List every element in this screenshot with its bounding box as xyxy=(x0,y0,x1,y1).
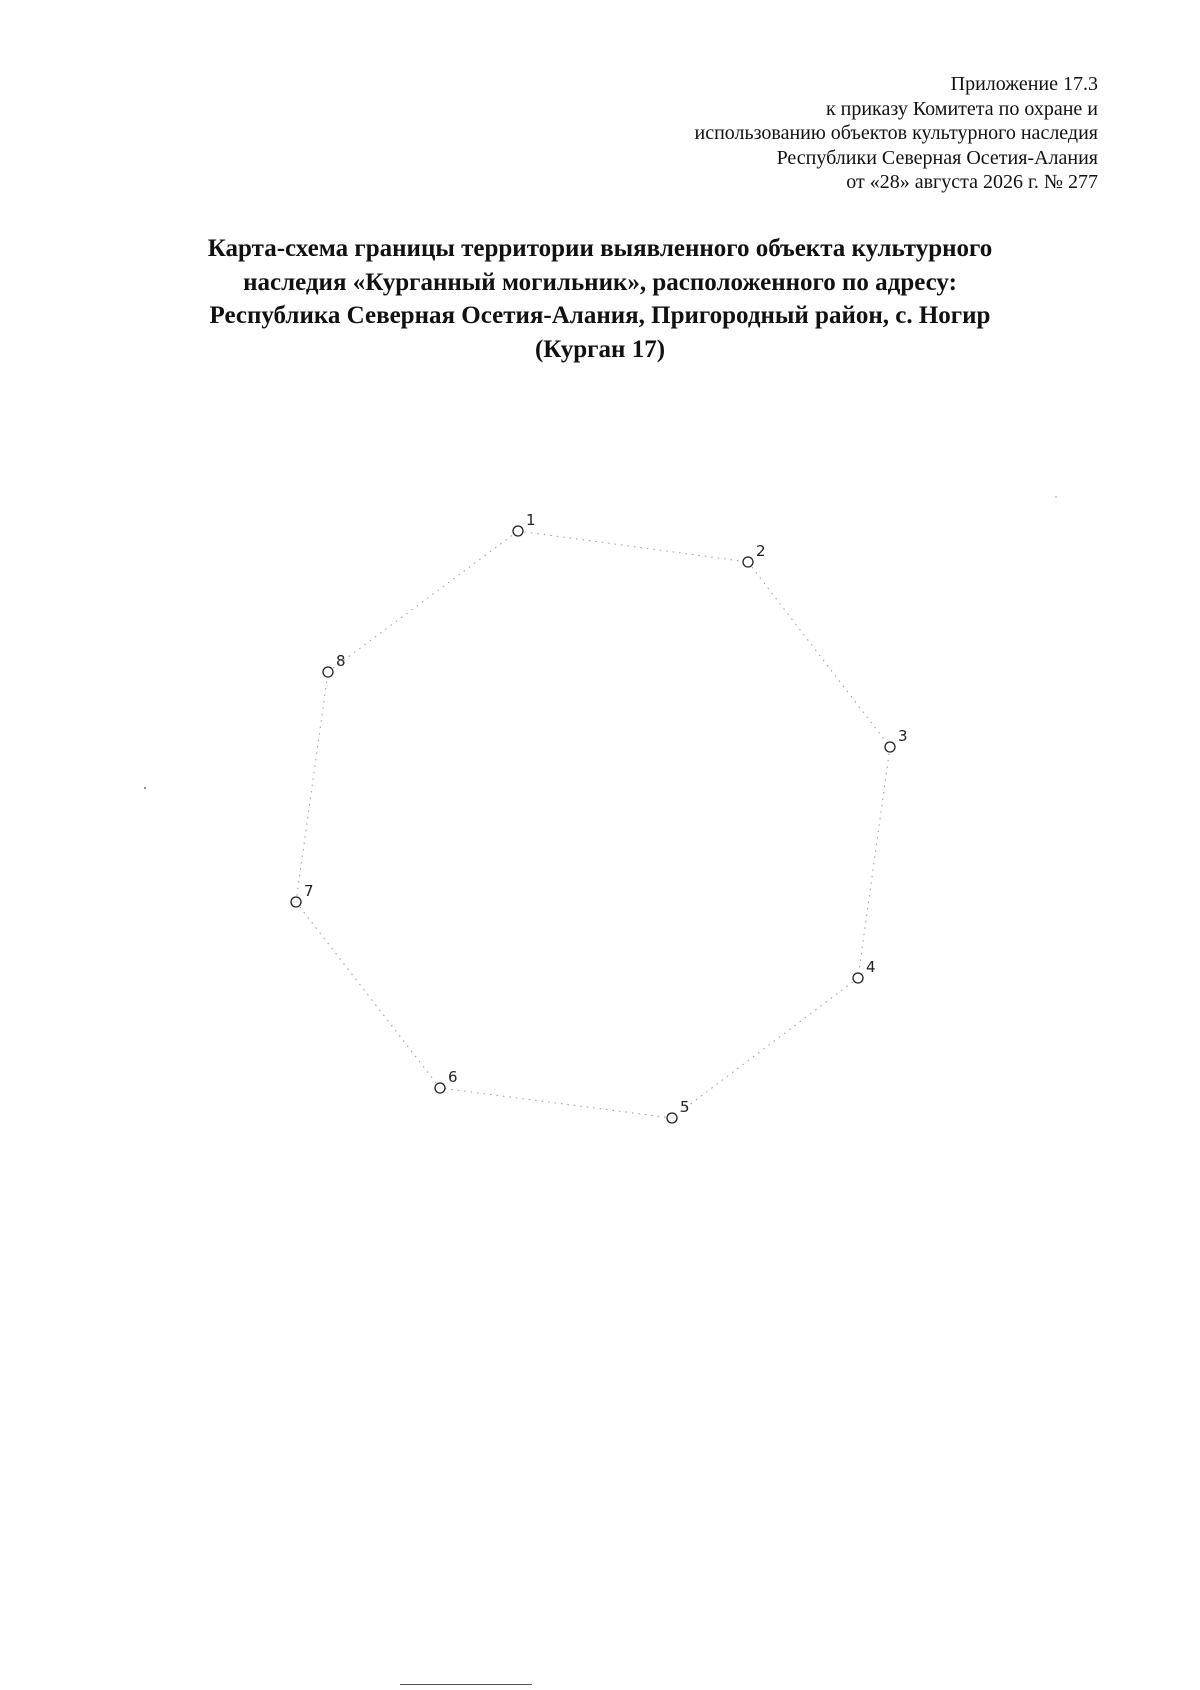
scan-speck xyxy=(144,787,146,789)
appendix-order-line: к приказу Комитета по охране и xyxy=(825,97,1098,120)
point-label: 4 xyxy=(866,958,876,976)
point-label: 3 xyxy=(898,727,908,745)
boundary-point-4 xyxy=(853,958,876,983)
scan-speck xyxy=(1055,496,1057,498)
boundary-point-8 xyxy=(323,652,346,677)
boundary-segment-4-5 xyxy=(672,978,858,1118)
title-line-4: (Курган 17) xyxy=(534,335,666,363)
point-marker xyxy=(743,557,753,567)
boundary-segment-7-8 xyxy=(296,672,328,902)
appendix-date-line: от «28» августа 2026 г. № 277 xyxy=(846,171,1098,193)
appendix-republic-line: Республики Северная Осетия-Алания xyxy=(776,146,1098,169)
footer-rule xyxy=(400,1684,532,1685)
boundary-points xyxy=(291,511,908,1123)
boundary-point-1 xyxy=(513,511,536,536)
title-line-1: Карта-схема границы территории выявленного объекта культурного xyxy=(207,235,993,262)
boundary-point-3 xyxy=(885,727,908,752)
boundary-point-5 xyxy=(667,1098,690,1123)
title-line-3: Республика Северная Осетия-Алания, Пригородный район, с. Ногир xyxy=(209,302,991,329)
boundary-point-7 xyxy=(291,882,314,907)
point-label: 1 xyxy=(526,511,536,529)
point-marker xyxy=(435,1083,445,1093)
boundary-segment-2-3 xyxy=(748,562,890,747)
boundary-segment-6-7 xyxy=(296,902,440,1088)
point-marker xyxy=(853,973,863,983)
boundary-point-2 xyxy=(743,542,766,567)
boundary-lines xyxy=(296,531,890,1118)
point-label: 2 xyxy=(756,542,766,560)
point-label: 5 xyxy=(680,1098,690,1116)
appendix-committee-line: использованию объектов культурного наследия xyxy=(694,122,1098,144)
point-marker xyxy=(885,742,895,752)
title-line-2: наследия «Курганный могильник», расположенного по адресу: xyxy=(243,268,957,296)
point-marker xyxy=(513,526,523,536)
point-label: 8 xyxy=(336,652,346,670)
boundary-segment-1-2 xyxy=(518,531,748,562)
appendix-number: Приложение 17.3 xyxy=(950,73,1098,95)
boundary-segment-3-4 xyxy=(858,747,890,978)
point-label: 6 xyxy=(448,1068,458,1086)
boundary-segment-5-6 xyxy=(440,1088,672,1118)
point-marker xyxy=(291,897,301,907)
point-marker xyxy=(667,1113,677,1123)
point-label: 7 xyxy=(304,882,314,900)
boundary-segment-8-1 xyxy=(328,531,518,672)
point-marker xyxy=(323,667,333,677)
